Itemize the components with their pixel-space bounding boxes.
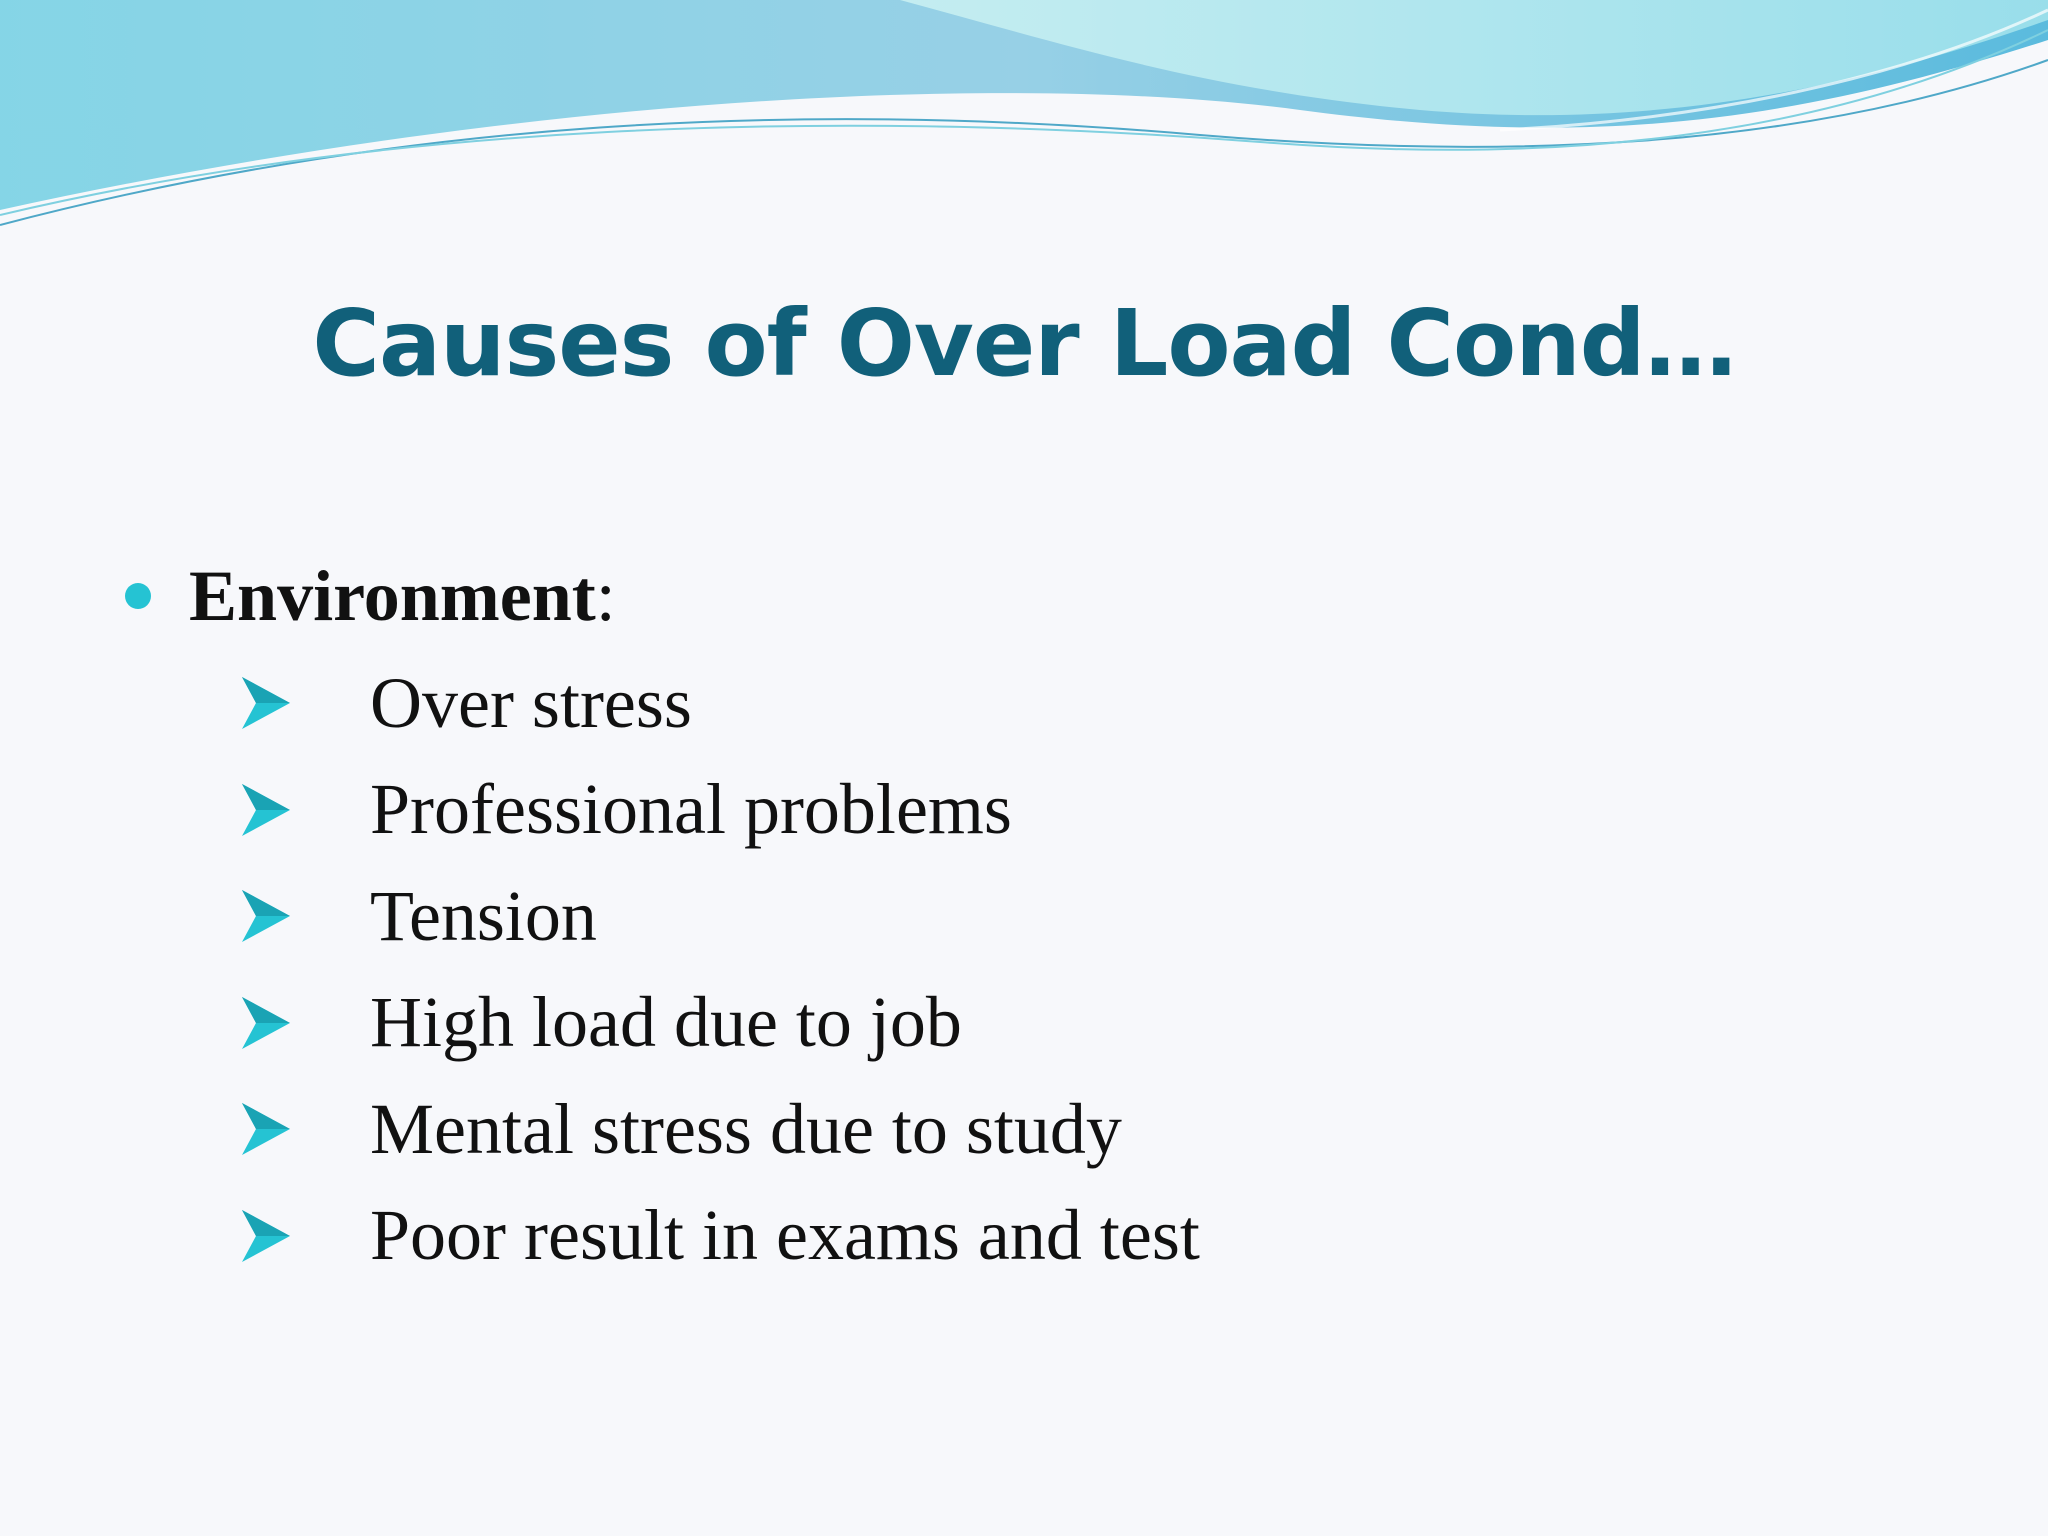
section-heading-label: Environment	[189, 555, 596, 636]
list-item	[125, 970, 1925, 1077]
arrow-bullet-icon	[240, 782, 292, 838]
list-item-text: Professional problems	[370, 769, 1012, 850]
list-item	[125, 863, 1925, 970]
list-item-text: Poor result in exams and test	[370, 1195, 1200, 1276]
arrow-bullet-icon	[240, 675, 292, 731]
slide-title: Causes of Over Load Cond…	[312, 290, 1736, 397]
section-heading	[189, 555, 616, 638]
round-bullet-icon	[125, 583, 151, 609]
header-wave-decoration	[0, 0, 2048, 240]
list-item	[125, 1076, 1925, 1183]
list-item	[125, 757, 1925, 864]
section-heading-row	[125, 548, 1925, 644]
list-item	[125, 650, 1925, 757]
list-item	[125, 1183, 1925, 1290]
list-item-text: Mental stress due to study	[370, 1088, 1122, 1169]
arrow-bullet-icon	[240, 888, 292, 944]
list-item-text: High load due to job	[370, 982, 962, 1063]
cause-list	[125, 650, 1925, 1289]
slide-content	[125, 548, 1925, 1289]
arrow-bullet-icon	[240, 1101, 292, 1157]
list-item-text: Over stress	[370, 662, 692, 743]
arrow-bullet-icon	[240, 995, 292, 1051]
section-heading-suffix: :	[595, 555, 616, 636]
arrow-bullet-icon	[240, 1208, 292, 1264]
list-item-text: Tension	[370, 875, 597, 956]
